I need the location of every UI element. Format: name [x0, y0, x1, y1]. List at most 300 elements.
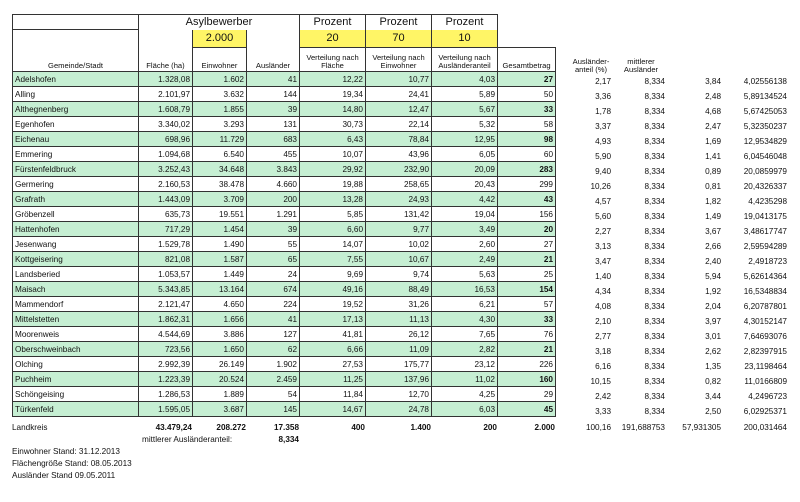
cell-vert-einwohner: 24,93 [366, 192, 432, 207]
cell-vert-einwohner: 11,13 [366, 312, 432, 327]
cell-flaeche: 2.121,47 [139, 297, 193, 312]
cell-auslaender: 145 [247, 402, 300, 417]
cell-gesamtbetrag: 29 [498, 387, 556, 402]
cell-einwohner: 3.632 [193, 87, 247, 102]
cell-auslaender: 455 [247, 147, 300, 162]
table-row [13, 222, 556, 237]
side-row [569, 224, 794, 239]
cell-value-c3: 0,82 [705, 377, 721, 386]
cell-gemeinde: Fürstenfeldbruck [13, 162, 139, 177]
pct-einwohner-value: 70 [366, 30, 432, 48]
table-row [13, 162, 556, 177]
cell-gemeinde: Eichenau [13, 132, 139, 147]
cell-vert-auslaender: 5,32 [432, 117, 498, 132]
cell-vert-auslaender: 23,12 [432, 357, 498, 372]
cell-vert-einwohner: 137,96 [366, 372, 432, 387]
col-mittlerer-header: mittlerer Ausländer [623, 57, 659, 74]
cell-vert-flaeche: 17,13 [300, 312, 366, 327]
cell-value-c4: 2,59594289 [743, 242, 787, 251]
cell-gesamtbetrag: 156 [498, 207, 556, 222]
landkreis-flaeche: 43.479,24 [155, 423, 192, 432]
cell-mittlerer-auslaender: 8,334 [644, 92, 665, 101]
cell-flaeche: 717,29 [139, 222, 193, 237]
cell-vert-flaeche: 14,67 [300, 402, 366, 417]
cell-gemeinde: Adelshofen [13, 72, 139, 87]
cell-einwohner: 13.164 [193, 282, 247, 297]
cell-vert-auslaender: 12,95 [432, 132, 498, 147]
cell-mittlerer-auslaender: 8,334 [644, 197, 665, 206]
cell-value-c4: 16,5348834 [743, 287, 787, 296]
table-row [13, 267, 556, 282]
table-row [13, 282, 556, 297]
landkreis-c4: 200,031464 [743, 423, 787, 432]
cell-vert-auslaender: 4,25 [432, 387, 498, 402]
table-row [13, 402, 556, 417]
cell-flaeche: 1.223,39 [139, 372, 193, 387]
cell-auslaenderanteil: 1,78 [595, 107, 611, 116]
cell-gemeinde: Alling [13, 87, 139, 102]
cell-value-c3: 1,35 [705, 362, 721, 371]
cell-value-c4: 5,89134524 [743, 92, 787, 101]
cell-flaeche: 1.595,05 [139, 402, 193, 417]
cell-vert-einwohner: 9,74 [366, 267, 432, 282]
table-row [13, 177, 556, 192]
cell-flaeche: 2.992,39 [139, 357, 193, 372]
cell-vert-flaeche: 9,69 [300, 267, 366, 282]
cell-value-c4: 5,67425053 [743, 107, 787, 116]
cell-auslaenderanteil: 4,34 [595, 287, 611, 296]
cell-gemeinde: Maisach [13, 282, 139, 297]
cell-einwohner: 4.650 [193, 297, 247, 312]
cell-vert-flaeche: 29,92 [300, 162, 366, 177]
table-row [13, 147, 556, 162]
cell-mittlerer-auslaender: 8,334 [644, 137, 665, 146]
cell-vert-flaeche: 19,88 [300, 177, 366, 192]
cell-vert-auslaender: 4,30 [432, 312, 498, 327]
cell-auslaenderanteil: 3,13 [595, 242, 611, 251]
side-row [569, 269, 794, 284]
cell-gesamtbetrag: 33 [498, 102, 556, 117]
cell-vert-einwohner: 10,77 [366, 72, 432, 87]
cell-value-c4: 2,4918723 [748, 257, 787, 266]
landkreis-gesamt: 2.000 [534, 423, 555, 432]
cell-mittlerer-auslaender: 8,334 [644, 152, 665, 161]
cell-gemeinde: Olching [13, 357, 139, 372]
col-gemeinde-header: Gemeinde/Stadt [13, 48, 139, 72]
table-row [13, 192, 556, 207]
cell-gesamtbetrag: 299 [498, 177, 556, 192]
cell-vert-auslaender: 7,65 [432, 327, 498, 342]
cell-vert-flaeche: 6,60 [300, 222, 366, 237]
cell-vert-auslaender: 11,02 [432, 372, 498, 387]
side-row [569, 194, 794, 209]
cell-einwohner: 1.855 [193, 102, 247, 117]
cell-einwohner: 3.709 [193, 192, 247, 207]
cell-value-c3: 0,89 [705, 167, 721, 176]
table-row [13, 87, 556, 102]
cell-auslaender: 2.459 [247, 372, 300, 387]
cell-vert-einwohner: 10,02 [366, 237, 432, 252]
cell-value-c3: 1,92 [705, 287, 721, 296]
cell-vert-auslaender: 2,82 [432, 342, 498, 357]
cell-vert-auslaender: 2,60 [432, 237, 498, 252]
cell-mittlerer-auslaender: 8,334 [644, 407, 665, 416]
cell-auslaenderanteil: 2,17 [595, 77, 611, 86]
cell-mittlerer-auslaender: 8,334 [644, 392, 665, 401]
cell-mittlerer-auslaender: 8,334 [644, 362, 665, 371]
cell-flaeche: 5.343,85 [139, 282, 193, 297]
cell-vert-einwohner: 10,67 [366, 252, 432, 267]
cell-vert-einwohner: 12,47 [366, 102, 432, 117]
cell-mittlerer-auslaender: 8,334 [644, 317, 665, 326]
cell-value-c3: 5,94 [705, 272, 721, 281]
cell-vert-einwohner: 258,65 [366, 177, 432, 192]
table-row [13, 72, 556, 87]
side-row [569, 299, 794, 314]
cell-vert-auslaender: 3,49 [432, 222, 498, 237]
cell-auslaenderanteil: 4,08 [595, 302, 611, 311]
cell-value-c3: 1,49 [705, 212, 721, 221]
cell-value-c4: 12,9534829 [743, 137, 787, 146]
landkreis-va: 200 [483, 423, 497, 432]
cell-flaeche: 1.529,78 [139, 237, 193, 252]
cell-flaeche: 1.286,53 [139, 387, 193, 402]
cell-auslaender: 144 [247, 87, 300, 102]
cell-auslaender: 200 [247, 192, 300, 207]
side-row [569, 164, 794, 179]
cell-auslaender: 127 [247, 327, 300, 342]
cell-gemeinde: Gröbenzell [13, 207, 139, 222]
cell-value-c4: 6,02925371 [743, 407, 787, 416]
cell-vert-auslaender: 2,49 [432, 252, 498, 267]
cell-vert-auslaender: 5,89 [432, 87, 498, 102]
cell-auslaenderanteil: 4,93 [595, 137, 611, 146]
cell-gesamtbetrag: 50 [498, 87, 556, 102]
cell-einwohner: 1.650 [193, 342, 247, 357]
side-row [569, 389, 794, 404]
col-auslaender-header: Ausländer [247, 48, 300, 72]
cell-vert-einwohner: 11,09 [366, 342, 432, 357]
cell-einwohner: 11.729 [193, 132, 247, 147]
landkreis-einwohner: 208.272 [216, 423, 246, 432]
cell-vert-einwohner: 22,14 [366, 117, 432, 132]
cell-value-c4: 7,64693076 [743, 332, 787, 341]
cell-mittlerer-auslaender: 8,334 [644, 122, 665, 131]
cell-auslaenderanteil: 3,47 [595, 257, 611, 266]
cell-gesamtbetrag: 283 [498, 162, 556, 177]
cell-value-c3: 2,62 [705, 347, 721, 356]
cell-value-c3: 1,41 [705, 152, 721, 161]
cell-mittlerer-auslaender: 8,334 [644, 167, 665, 176]
cell-auslaender: 1.291 [247, 207, 300, 222]
cell-vert-auslaender: 4,03 [432, 72, 498, 87]
cell-vert-flaeche: 7,55 [300, 252, 366, 267]
cell-vert-auslaender: 6,03 [432, 402, 498, 417]
spreadsheet [12, 14, 788, 494]
cell-flaeche: 1.053,57 [139, 267, 193, 282]
note-auslaender: Ausländer Stand 09.05.2011 [12, 471, 116, 480]
cell-value-c4: 2,82397915 [743, 347, 787, 356]
landkreis-label: Landkreis [12, 423, 48, 432]
cell-vert-auslaender: 6,21 [432, 297, 498, 312]
cell-vert-flaeche: 6,66 [300, 342, 366, 357]
cell-value-c3: 3,01 [705, 332, 721, 341]
cell-value-c3: 3,97 [705, 317, 721, 326]
cell-auslaender: 683 [247, 132, 300, 147]
cell-auslaender: 131 [247, 117, 300, 132]
cell-vert-auslaender: 4,42 [432, 192, 498, 207]
cell-auslaender: 65 [247, 252, 300, 267]
cell-mittlerer-auslaender: 8,334 [644, 272, 665, 281]
cell-auslaender: 62 [247, 342, 300, 357]
cell-vert-einwohner: 12,70 [366, 387, 432, 402]
cell-gesamtbetrag: 58 [498, 117, 556, 132]
cell-gemeinde: Mammendorf [13, 297, 139, 312]
side-row [569, 119, 794, 134]
cell-value-c4: 4,30152147 [743, 317, 787, 326]
landkreis-auslaender: 17.358 [273, 423, 299, 432]
cell-value-c3: 4,68 [705, 107, 721, 116]
cell-auslaenderanteil: 2,10 [595, 317, 611, 326]
cell-mittlerer-auslaender: 8,334 [644, 77, 665, 86]
prozent-header-flaeche: Prozent [300, 15, 366, 30]
cell-auslaenderanteil: 3,36 [595, 92, 611, 101]
cell-gesamtbetrag: 25 [498, 267, 556, 282]
cell-auslaender: 41 [247, 312, 300, 327]
cell-auslaenderanteil: 1,40 [595, 272, 611, 281]
cell-gemeinde: Oberschweinbach [13, 342, 139, 357]
cell-flaeche: 2.101,97 [139, 87, 193, 102]
cell-gesamtbetrag: 60 [498, 147, 556, 162]
cell-flaeche: 1.862,31 [139, 312, 193, 327]
col-vert-flaeche-header: Verteilung nach Fläche [300, 48, 366, 72]
side-row [569, 254, 794, 269]
cell-auslaenderanteil: 5,60 [595, 212, 611, 221]
cell-auslaender: 224 [247, 297, 300, 312]
col-vert-auslaender-header: Verteilung nach Ausländeranteil [432, 48, 498, 72]
cell-value-c4: 6,04546048 [743, 152, 787, 161]
cell-flaeche: 3.252,43 [139, 162, 193, 177]
cell-auslaenderanteil: 2,42 [595, 392, 611, 401]
cell-mittlerer-auslaender: 8,334 [644, 257, 665, 266]
cell-flaeche: 723,56 [139, 342, 193, 357]
cell-vert-auslaender: 5,67 [432, 102, 498, 117]
cell-gesamtbetrag: 57 [498, 297, 556, 312]
side-row [569, 239, 794, 254]
prozent-header-auslaender: Prozent [432, 15, 498, 30]
cell-vert-auslaender: 20,43 [432, 177, 498, 192]
side-row [569, 149, 794, 164]
cell-gemeinde: Althegnenberg [13, 102, 139, 117]
cell-einwohner: 1.656 [193, 312, 247, 327]
cell-vert-flaeche: 12,22 [300, 72, 366, 87]
cell-auslaenderanteil: 4,57 [595, 197, 611, 206]
side-row [569, 374, 794, 389]
cell-mittlerer-auslaender: 8,334 [644, 377, 665, 386]
landkreis-row [12, 422, 788, 434]
pct-auslaender-value: 10 [432, 30, 498, 48]
cell-gesamtbetrag: 33 [498, 312, 556, 327]
cell-gemeinde: Landsberied [13, 267, 139, 282]
cell-gemeinde: Grafrath [13, 192, 139, 207]
cell-auslaenderanteil: 3,37 [595, 122, 611, 131]
cell-mittlerer-auslaender: 8,334 [644, 107, 665, 116]
cell-einwohner: 1.449 [193, 267, 247, 282]
cell-einwohner: 26.149 [193, 357, 247, 372]
cell-auslaender: 54 [247, 387, 300, 402]
mittlerer-anteil-row [12, 434, 788, 446]
pct-flaeche-value: 20 [300, 30, 366, 48]
cell-vert-flaeche: 14,07 [300, 237, 366, 252]
cell-gesamtbetrag: 20 [498, 222, 556, 237]
col-vert-einwohner-header: Verteilung nach Einwohner [366, 48, 432, 72]
cell-einwohner: 3.687 [193, 402, 247, 417]
cell-mittlerer-auslaender: 8,334 [644, 227, 665, 236]
cell-value-c4: 20,4326337 [743, 182, 787, 191]
table-row [13, 357, 556, 372]
cell-einwohner: 1.587 [193, 252, 247, 267]
table-row [13, 117, 556, 132]
cell-value-c4: 3,48617747 [743, 227, 787, 236]
cell-vert-einwohner: 24,78 [366, 402, 432, 417]
cell-gemeinde: Germering [13, 177, 139, 192]
side-row [569, 344, 794, 359]
cell-auslaender: 39 [247, 102, 300, 117]
cell-value-c4: 11,0166809 [744, 377, 787, 386]
cell-mittlerer-auslaender: 8,334 [644, 287, 665, 296]
cell-auslaender: 39 [247, 222, 300, 237]
notes [12, 446, 132, 482]
side-row [569, 359, 794, 374]
cell-einwohner: 1.889 [193, 387, 247, 402]
landkreis-vf: 400 [351, 423, 365, 432]
cell-auslaenderanteil: 5,90 [595, 152, 611, 161]
cell-vert-flaeche: 19,34 [300, 87, 366, 102]
note-einwohner: Einwohner Stand: 31.12.2013 [12, 447, 120, 456]
table-row [13, 237, 556, 252]
col-einwohner-header: Einwohner [193, 48, 247, 72]
landkreis-ve: 1.400 [410, 423, 431, 432]
cell-vert-flaeche: 19,52 [300, 297, 366, 312]
cell-gesamtbetrag: 154 [498, 282, 556, 297]
table-row [13, 207, 556, 222]
asylum-distribution-table [12, 14, 556, 417]
cell-mittlerer-auslaender: 8,334 [644, 212, 665, 221]
side-row [569, 314, 794, 329]
cell-auslaenderanteil: 10,15 [590, 377, 611, 386]
cell-einwohner: 6.540 [193, 147, 247, 162]
header-row-1 [13, 15, 556, 30]
cell-auslaenderanteil: 3,18 [595, 347, 611, 356]
cell-auslaender: 3.843 [247, 162, 300, 177]
table-row [13, 297, 556, 312]
cell-gemeinde: Kottgeisering [13, 252, 139, 267]
cell-auslaenderanteil: 9,40 [595, 167, 611, 176]
cell-vert-flaeche: 6,43 [300, 132, 366, 147]
cell-vert-flaeche: 5,85 [300, 207, 366, 222]
note-flaeche: Flächengröße Stand: 08.05.2013 [12, 459, 132, 468]
cell-gesamtbetrag: 43 [498, 192, 556, 207]
cell-value-c4: 4,2496723 [748, 392, 787, 401]
mittlerer-anteil-value: 8,334 [278, 435, 299, 444]
cell-einwohner: 19.551 [193, 207, 247, 222]
cell-vert-einwohner: 131,42 [366, 207, 432, 222]
prozent-header-einwohner: Prozent [366, 15, 432, 30]
cell-value-c4: 5,32350237 [743, 122, 787, 131]
cell-value-c4: 5,62614364 [743, 272, 787, 281]
cell-value-c3: 1,82 [705, 197, 721, 206]
cell-value-c3: 2,48 [705, 92, 721, 101]
cell-value-c3: 1,69 [705, 137, 721, 146]
cell-flaeche: 1.608,79 [139, 102, 193, 117]
cell-vert-einwohner: 24,41 [366, 87, 432, 102]
cell-value-c3: 3,44 [705, 392, 721, 401]
table-row [13, 387, 556, 402]
cell-value-c4: 23,1198464 [744, 362, 787, 371]
cell-gesamtbetrag: 76 [498, 327, 556, 342]
table-row [13, 312, 556, 327]
cell-auslaenderanteil: 2,77 [595, 332, 611, 341]
cell-gemeinde: Türkenfeld [13, 402, 139, 417]
col-gesamt-header: Gesamtbetrag [498, 48, 556, 72]
cell-vert-einwohner: 31,26 [366, 297, 432, 312]
cell-value-c4: 19,0413175 [743, 212, 787, 221]
asylbewerber-header: Asylbewerber [139, 15, 300, 30]
cell-value-c3: 3,84 [705, 77, 721, 86]
cell-vert-flaeche: 14,80 [300, 102, 366, 117]
cell-value-c4: 20,0859979 [743, 167, 787, 176]
cell-flaeche: 635,73 [139, 207, 193, 222]
cell-mittlerer-auslaender: 8,334 [644, 332, 665, 341]
cell-vert-flaeche: 13,28 [300, 192, 366, 207]
cell-value-c3: 2,04 [705, 302, 721, 311]
cell-vert-flaeche: 11,84 [300, 387, 366, 402]
mittlerer-anteil-label: mittlerer Ausländeranteil: [142, 435, 233, 444]
cell-einwohner: 3.293 [193, 117, 247, 132]
header-row-2 [13, 30, 556, 48]
cell-value-c3: 0,81 [705, 182, 721, 191]
cell-vert-auslaender: 5,63 [432, 267, 498, 282]
cell-einwohner: 34.648 [193, 162, 247, 177]
cell-gemeinde: Jesenwang [13, 237, 139, 252]
cell-vert-einwohner: 232,90 [366, 162, 432, 177]
side-row [569, 134, 794, 149]
cell-einwohner: 3.886 [193, 327, 247, 342]
table-row [13, 342, 556, 357]
side-row [569, 209, 794, 224]
cell-flaeche: 3.340,02 [139, 117, 193, 132]
total-asyl-value: 2.000 [193, 30, 247, 48]
cell-auslaender: 674 [247, 282, 300, 297]
cell-gemeinde: Hattenhofen [13, 222, 139, 237]
cell-value-c3: 2,47 [705, 122, 721, 131]
cell-vert-einwohner: 26,12 [366, 327, 432, 342]
cell-auslaenderanteil: 3,33 [595, 407, 611, 416]
cell-vert-flaeche: 27,53 [300, 357, 366, 372]
table-row [13, 102, 556, 117]
landkreis-anteil: 100,16 [585, 423, 611, 432]
cell-auslaender: 24 [247, 267, 300, 282]
cell-vert-auslaender: 16,53 [432, 282, 498, 297]
cell-vert-auslaender: 19,04 [432, 207, 498, 222]
cell-mittlerer-auslaender: 8,334 [644, 242, 665, 251]
cell-gesamtbetrag: 226 [498, 357, 556, 372]
cell-flaeche: 1.443,09 [139, 192, 193, 207]
header-row-3 [13, 48, 556, 72]
cell-gesamtbetrag: 21 [498, 252, 556, 267]
cell-vert-einwohner: 175,77 [366, 357, 432, 372]
cell-gesamtbetrag: 27 [498, 237, 556, 252]
